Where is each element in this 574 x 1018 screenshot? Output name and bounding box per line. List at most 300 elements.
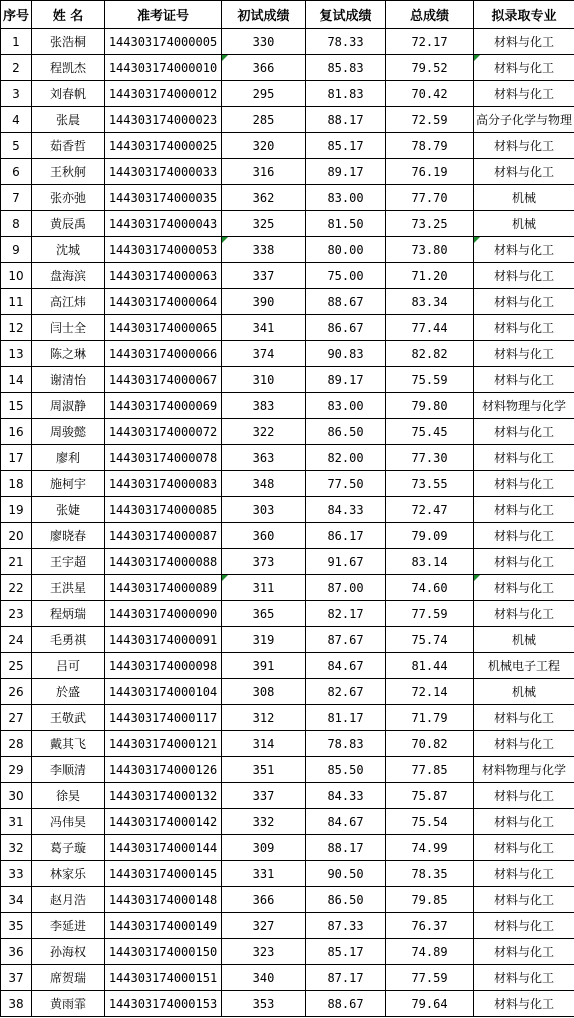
cell-retest-score: 86.17	[306, 523, 386, 549]
cell-exam-id: 144303174000066	[105, 341, 222, 367]
table-row	[1, 185, 574, 211]
cell-retest-score: 85.17	[306, 133, 386, 159]
cell-name: 冯伟昊	[32, 809, 105, 835]
cell-name: 徐昊	[32, 783, 105, 809]
cell-major: 材料与化工	[474, 289, 574, 315]
cell-total-score: 73.55	[386, 471, 474, 497]
cell-exam-id: 144303174000148	[105, 887, 222, 913]
table-row	[1, 861, 574, 887]
cell-prelim-score: 320	[222, 133, 306, 159]
cell-retest-score: 89.17	[306, 367, 386, 393]
cell-exam-id: 144303174000145	[105, 861, 222, 887]
cell-retest-score: 84.33	[306, 783, 386, 809]
cell-major: 机械	[474, 185, 574, 211]
cell-major: 材料与化工	[474, 81, 574, 107]
cell-index: 23	[1, 601, 32, 627]
cell-name: 黄雨霏	[32, 991, 105, 1017]
cell-index: 4	[1, 107, 32, 133]
cell-index: 9	[1, 237, 32, 263]
cell-exam-id: 144303174000144	[105, 835, 222, 861]
cell-prelim-score: 330	[222, 29, 306, 55]
cell-name: 高江炜	[32, 289, 105, 315]
table-row	[1, 55, 574, 81]
cell-exam-id: 144303174000053	[105, 237, 222, 263]
header-prelim-score: 初试成绩	[222, 1, 306, 29]
table-row	[1, 159, 574, 185]
cell-name: 李延进	[32, 913, 105, 939]
cell-major: 材料与化工	[474, 497, 574, 523]
cell-major: 材料与化工	[474, 237, 574, 263]
table-row	[1, 549, 574, 575]
cell-prelim-score: 303	[222, 497, 306, 523]
cell-total-score: 79.52	[386, 55, 474, 81]
cell-total-score: 71.20	[386, 263, 474, 289]
cell-index: 11	[1, 289, 32, 315]
cell-major: 材料与化工	[474, 939, 574, 965]
cell-prelim-score: 331	[222, 861, 306, 887]
table-row	[1, 783, 574, 809]
cell-prelim-score: 311	[222, 575, 306, 601]
cell-name: 孙海权	[32, 939, 105, 965]
cell-prelim-score: 360	[222, 523, 306, 549]
table-row	[1, 575, 574, 601]
cell-name: 吕可	[32, 653, 105, 679]
cell-total-score: 71.79	[386, 705, 474, 731]
cell-total-score: 76.19	[386, 159, 474, 185]
cell-prelim-score: 332	[222, 809, 306, 835]
cell-prelim-score: 285	[222, 107, 306, 133]
cell-name: 李顺清	[32, 757, 105, 783]
cell-retest-score: 88.67	[306, 991, 386, 1017]
cell-total-score: 82.82	[386, 341, 474, 367]
table-row	[1, 497, 574, 523]
cell-retest-score: 78.83	[306, 731, 386, 757]
cell-name: 王敬武	[32, 705, 105, 731]
table-row	[1, 445, 574, 471]
cell-major: 高分子化学与物理	[474, 107, 574, 133]
cell-total-score: 77.59	[386, 965, 474, 991]
cell-exam-id: 144303174000091	[105, 627, 222, 653]
cell-exam-id: 144303174000012	[105, 81, 222, 107]
cell-name: 刘春帆	[32, 81, 105, 107]
table-row	[1, 341, 574, 367]
cell-retest-score: 86.50	[306, 887, 386, 913]
cell-index: 12	[1, 315, 32, 341]
cell-prelim-score: 366	[222, 887, 306, 913]
cell-index: 14	[1, 367, 32, 393]
cell-exam-id: 144303174000069	[105, 393, 222, 419]
cell-retest-score: 82.17	[306, 601, 386, 627]
cell-prelim-score: 374	[222, 341, 306, 367]
cell-name: 茹香哲	[32, 133, 105, 159]
cell-major: 材料与化工	[474, 55, 574, 81]
cell-major: 材料物理与化学	[474, 393, 574, 419]
cell-name: 程凯杰	[32, 55, 105, 81]
table-row	[1, 211, 574, 237]
cell-index: 13	[1, 341, 32, 367]
cell-exam-id: 144303174000090	[105, 601, 222, 627]
cell-exam-id: 144303174000064	[105, 289, 222, 315]
cell-retest-score: 86.67	[306, 315, 386, 341]
table-row	[1, 81, 574, 107]
cell-prelim-score: 322	[222, 419, 306, 445]
cell-name: 戴其飞	[32, 731, 105, 757]
cell-exam-id: 144303174000088	[105, 549, 222, 575]
table-row	[1, 627, 574, 653]
cell-name: 张浩桐	[32, 29, 105, 55]
table-row	[1, 523, 574, 549]
cell-prelim-score: 295	[222, 81, 306, 107]
cell-total-score: 70.82	[386, 731, 474, 757]
header-index: 序号	[1, 1, 32, 29]
cell-name: 闫士全	[32, 315, 105, 341]
cell-prelim-score: 363	[222, 445, 306, 471]
cell-exam-id: 144303174000150	[105, 939, 222, 965]
cell-index: 19	[1, 497, 32, 523]
cell-major: 机械	[474, 679, 574, 705]
cell-prelim-score: 309	[222, 835, 306, 861]
cell-name: 於盛	[32, 679, 105, 705]
cell-index: 7	[1, 185, 32, 211]
cell-exam-id: 144303174000151	[105, 965, 222, 991]
cell-index: 18	[1, 471, 32, 497]
cell-major: 材料与化工	[474, 991, 574, 1017]
cell-retest-score: 88.67	[306, 289, 386, 315]
cell-total-score: 74.89	[386, 939, 474, 965]
cell-name: 王洪星	[32, 575, 105, 601]
cell-index: 37	[1, 965, 32, 991]
table-row	[1, 471, 574, 497]
cell-retest-score: 83.00	[306, 393, 386, 419]
cell-name: 张婕	[32, 497, 105, 523]
cell-name: 周淑静	[32, 393, 105, 419]
cell-prelim-score: 390	[222, 289, 306, 315]
cell-exam-id: 144303174000005	[105, 29, 222, 55]
cell-exam-id: 144303174000117	[105, 705, 222, 731]
table-row	[1, 601, 574, 627]
cell-total-score: 78.79	[386, 133, 474, 159]
cell-major: 材料与化工	[474, 861, 574, 887]
table-row	[1, 965, 574, 991]
cell-retest-score: 75.00	[306, 263, 386, 289]
table-row	[1, 107, 574, 133]
cell-prelim-score: 366	[222, 55, 306, 81]
cell-exam-id: 144303174000132	[105, 783, 222, 809]
cell-index: 6	[1, 159, 32, 185]
cell-name: 陈之琳	[32, 341, 105, 367]
header-total-score: 总成绩	[386, 1, 474, 29]
table-row	[1, 237, 574, 263]
cell-prelim-score: 325	[222, 211, 306, 237]
cell-total-score: 79.85	[386, 887, 474, 913]
cell-name: 谢清怡	[32, 367, 105, 393]
table-row	[1, 939, 574, 965]
cell-name: 王秋舸	[32, 159, 105, 185]
table-row	[1, 315, 574, 341]
cell-index: 3	[1, 81, 32, 107]
cell-total-score: 79.09	[386, 523, 474, 549]
cell-major: 材料与化工	[474, 913, 574, 939]
cell-name: 沈城	[32, 237, 105, 263]
cell-major: 材料与化工	[474, 263, 574, 289]
cell-exam-id: 144303174000033	[105, 159, 222, 185]
cell-exam-id: 144303174000121	[105, 731, 222, 757]
cell-name: 赵月浩	[32, 887, 105, 913]
cell-index: 34	[1, 887, 32, 913]
cell-total-score: 81.44	[386, 653, 474, 679]
cell-exam-id: 144303174000067	[105, 367, 222, 393]
cell-exam-id: 144303174000153	[105, 991, 222, 1017]
cell-retest-score: 90.50	[306, 861, 386, 887]
cell-index: 35	[1, 913, 32, 939]
table-row	[1, 133, 574, 159]
cell-total-score: 75.87	[386, 783, 474, 809]
cell-major: 材料与化工	[474, 575, 574, 601]
cell-prelim-score: 340	[222, 965, 306, 991]
table-row	[1, 731, 574, 757]
header-row	[1, 1, 574, 29]
cell-exam-id: 144303174000072	[105, 419, 222, 445]
cell-total-score: 74.99	[386, 835, 474, 861]
cell-exam-id: 144303174000083	[105, 471, 222, 497]
cell-major: 材料与化工	[474, 887, 574, 913]
header-retest-score: 复试成绩	[306, 1, 386, 29]
cell-retest-score: 84.33	[306, 497, 386, 523]
table-row	[1, 705, 574, 731]
cell-total-score: 72.47	[386, 497, 474, 523]
table-row	[1, 809, 574, 835]
cell-major: 材料与化工	[474, 731, 574, 757]
table-row	[1, 393, 574, 419]
cell-index: 17	[1, 445, 32, 471]
cell-retest-score: 87.67	[306, 627, 386, 653]
cell-retest-score: 85.83	[306, 55, 386, 81]
cell-exam-id: 144303174000010	[105, 55, 222, 81]
cell-retest-score: 85.50	[306, 757, 386, 783]
cell-index: 32	[1, 835, 32, 861]
cell-index: 31	[1, 809, 32, 835]
table-row	[1, 289, 574, 315]
cell-major: 材料与化工	[474, 835, 574, 861]
cell-name: 施柯宇	[32, 471, 105, 497]
cell-prelim-score: 365	[222, 601, 306, 627]
cell-exam-id: 144303174000065	[105, 315, 222, 341]
cell-index: 2	[1, 55, 32, 81]
cell-retest-score: 83.00	[306, 185, 386, 211]
cell-total-score: 75.59	[386, 367, 474, 393]
cell-retest-score: 82.00	[306, 445, 386, 471]
cell-retest-score: 85.17	[306, 939, 386, 965]
cell-name: 廖晓春	[32, 523, 105, 549]
cell-retest-score: 88.17	[306, 107, 386, 133]
cell-major: 材料与化工	[474, 29, 574, 55]
cell-total-score: 78.35	[386, 861, 474, 887]
cell-exam-id: 144303174000078	[105, 445, 222, 471]
cell-exam-id: 144303174000089	[105, 575, 222, 601]
cell-retest-score: 81.83	[306, 81, 386, 107]
cell-name: 盘海滨	[32, 263, 105, 289]
cell-exam-id: 144303174000023	[105, 107, 222, 133]
header-name: 姓 名	[32, 1, 105, 29]
cell-prelim-score: 341	[222, 315, 306, 341]
cell-index: 20	[1, 523, 32, 549]
cell-total-score: 74.60	[386, 575, 474, 601]
cell-exam-id: 144303174000063	[105, 263, 222, 289]
cell-name: 廖利	[32, 445, 105, 471]
cell-prelim-score: 337	[222, 263, 306, 289]
cell-exam-id: 144303174000126	[105, 757, 222, 783]
cell-index: 27	[1, 705, 32, 731]
cell-retest-score: 88.17	[306, 835, 386, 861]
table-row	[1, 835, 574, 861]
cell-total-score: 75.45	[386, 419, 474, 445]
header-major: 拟录取专业	[474, 1, 574, 29]
cell-prelim-score: 312	[222, 705, 306, 731]
cell-major: 材料物理与化学	[474, 757, 574, 783]
table-row	[1, 367, 574, 393]
cell-exam-id: 144303174000142	[105, 809, 222, 835]
cell-retest-score: 91.67	[306, 549, 386, 575]
cell-total-score: 72.17	[386, 29, 474, 55]
cell-name: 王宇超	[32, 549, 105, 575]
cell-retest-score: 84.67	[306, 653, 386, 679]
table-row	[1, 887, 574, 913]
cell-total-score: 77.30	[386, 445, 474, 471]
cell-total-score: 77.59	[386, 601, 474, 627]
cell-prelim-score: 373	[222, 549, 306, 575]
cell-major: 材料与化工	[474, 133, 574, 159]
cell-index: 15	[1, 393, 32, 419]
cell-major: 材料与化工	[474, 965, 574, 991]
cell-prelim-score: 391	[222, 653, 306, 679]
cell-index: 33	[1, 861, 32, 887]
cell-retest-score: 77.50	[306, 471, 386, 497]
cell-major: 机械	[474, 627, 574, 653]
cell-exam-id: 144303174000087	[105, 523, 222, 549]
cell-name: 黄辰禹	[32, 211, 105, 237]
cell-major: 机械电子工程	[474, 653, 574, 679]
table-row	[1, 991, 574, 1017]
cell-index: 24	[1, 627, 32, 653]
table-row	[1, 913, 574, 939]
cell-prelim-score: 316	[222, 159, 306, 185]
cell-exam-id: 144303174000025	[105, 133, 222, 159]
cell-total-score: 70.42	[386, 81, 474, 107]
cell-major: 材料与化工	[474, 549, 574, 575]
table-row	[1, 263, 574, 289]
cell-major: 机械	[474, 211, 574, 237]
cell-total-score: 72.59	[386, 107, 474, 133]
cell-index: 10	[1, 263, 32, 289]
cell-name: 周骏懿	[32, 419, 105, 445]
cell-name: 林家乐	[32, 861, 105, 887]
cell-total-score: 79.64	[386, 991, 474, 1017]
cell-total-score: 77.44	[386, 315, 474, 341]
cell-retest-score: 84.67	[306, 809, 386, 835]
cell-name: 毛勇祺	[32, 627, 105, 653]
cell-exam-id: 144303174000104	[105, 679, 222, 705]
cell-major: 材料与化工	[474, 705, 574, 731]
cell-major: 材料与化工	[474, 601, 574, 627]
cell-prelim-score: 351	[222, 757, 306, 783]
cell-retest-score: 86.50	[306, 419, 386, 445]
table-row	[1, 419, 574, 445]
cell-exam-id: 144303174000035	[105, 185, 222, 211]
cell-total-score: 77.70	[386, 185, 474, 211]
cell-index: 25	[1, 653, 32, 679]
cell-total-score: 76.37	[386, 913, 474, 939]
header-exam-id: 准考证号	[105, 1, 222, 29]
cell-major: 材料与化工	[474, 419, 574, 445]
cell-retest-score: 89.17	[306, 159, 386, 185]
cell-index: 21	[1, 549, 32, 575]
cell-name: 张亦弛	[32, 185, 105, 211]
cell-major: 材料与化工	[474, 809, 574, 835]
cell-prelim-score: 383	[222, 393, 306, 419]
cell-index: 22	[1, 575, 32, 601]
table-row	[1, 653, 574, 679]
cell-total-score: 73.80	[386, 237, 474, 263]
cell-retest-score: 82.67	[306, 679, 386, 705]
cell-retest-score: 87.33	[306, 913, 386, 939]
cell-index: 1	[1, 29, 32, 55]
cell-prelim-score: 314	[222, 731, 306, 757]
cell-prelim-score: 319	[222, 627, 306, 653]
cell-retest-score: 81.50	[306, 211, 386, 237]
cell-prelim-score: 338	[222, 237, 306, 263]
cell-major: 材料与化工	[474, 471, 574, 497]
cell-total-score: 77.85	[386, 757, 474, 783]
cell-retest-score: 78.33	[306, 29, 386, 55]
cell-prelim-score: 308	[222, 679, 306, 705]
cell-name: 张晨	[32, 107, 105, 133]
cell-retest-score: 80.00	[306, 237, 386, 263]
cell-index: 5	[1, 133, 32, 159]
cell-major: 材料与化工	[474, 315, 574, 341]
cell-index: 29	[1, 757, 32, 783]
cell-major: 材料与化工	[474, 445, 574, 471]
cell-index: 38	[1, 991, 32, 1017]
cell-retest-score: 87.00	[306, 575, 386, 601]
cell-prelim-score: 353	[222, 991, 306, 1017]
table-row	[1, 679, 574, 705]
cell-prelim-score: 310	[222, 367, 306, 393]
cell-exam-id: 144303174000149	[105, 913, 222, 939]
cell-prelim-score: 362	[222, 185, 306, 211]
table-row	[1, 757, 574, 783]
cell-retest-score: 90.83	[306, 341, 386, 367]
cell-name: 葛子璇	[32, 835, 105, 861]
cell-major: 材料与化工	[474, 159, 574, 185]
cell-name: 程炳瑞	[32, 601, 105, 627]
cell-total-score: 83.14	[386, 549, 474, 575]
cell-name: 席贺瑞	[32, 965, 105, 991]
cell-major: 材料与化工	[474, 367, 574, 393]
cell-total-score: 73.25	[386, 211, 474, 237]
cell-prelim-score: 348	[222, 471, 306, 497]
cell-exam-id: 144303174000098	[105, 653, 222, 679]
cell-total-score: 72.14	[386, 679, 474, 705]
cell-exam-id: 144303174000043	[105, 211, 222, 237]
cell-retest-score: 81.17	[306, 705, 386, 731]
cell-index: 36	[1, 939, 32, 965]
cell-index: 28	[1, 731, 32, 757]
cell-total-score: 79.80	[386, 393, 474, 419]
cell-prelim-score: 327	[222, 913, 306, 939]
cell-major: 材料与化工	[474, 341, 574, 367]
table-row	[1, 29, 574, 55]
cell-total-score: 83.34	[386, 289, 474, 315]
